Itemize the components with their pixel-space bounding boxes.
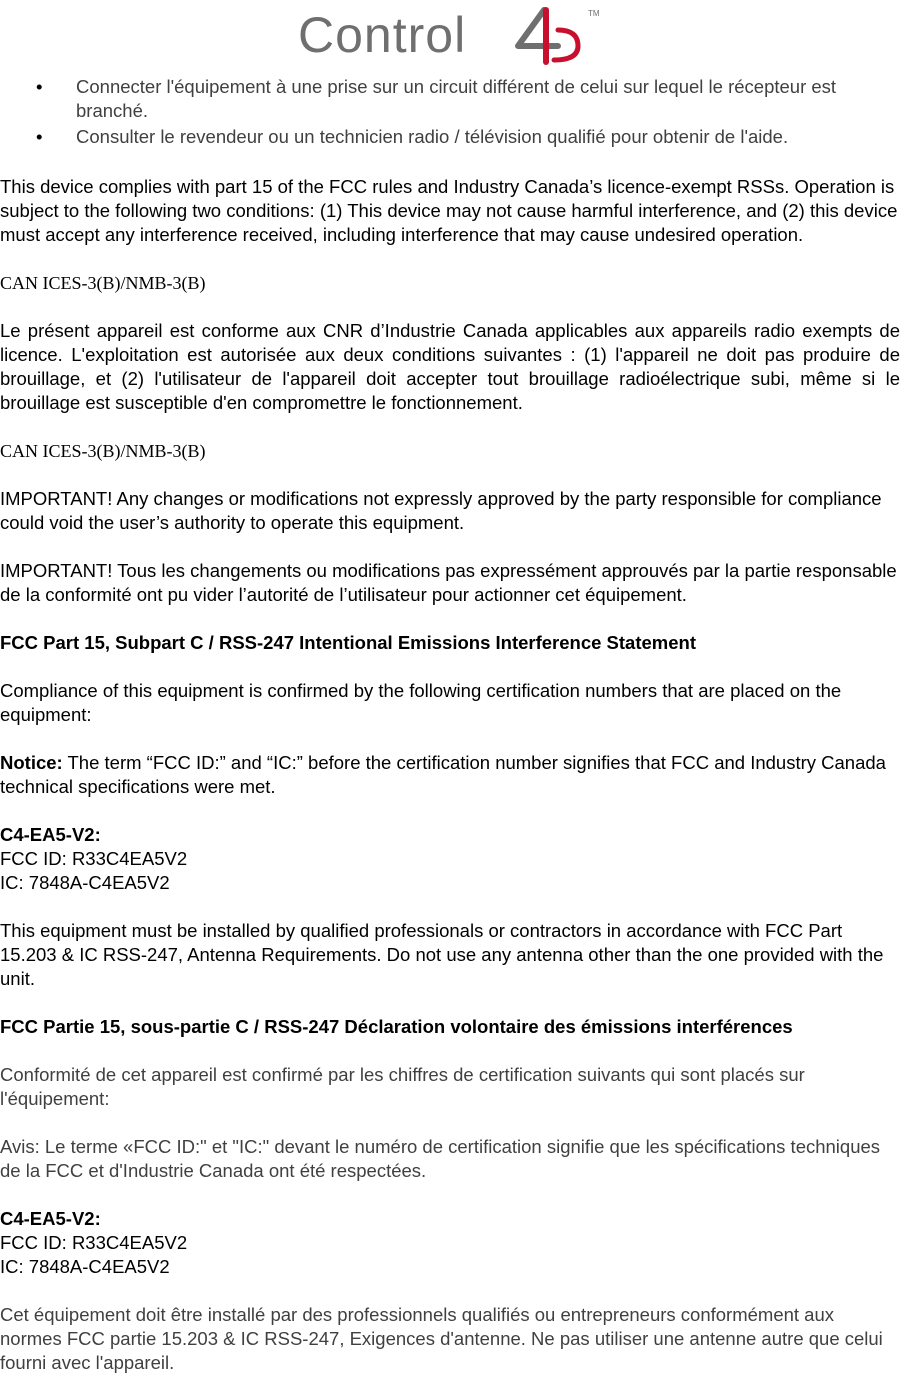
fcc-id: FCC ID: R33C4EA5V2 — [0, 848, 188, 869]
notice-label: Notice: — [0, 752, 63, 773]
model-name: C4-EA5-V2: — [0, 1208, 101, 1229]
bullet-list — [0, 75, 900, 149]
section-heading-fr: FCC Partie 15, sous-partie C / RSS-247 Déclaration volontaire des émissions interférences — [0, 1016, 793, 1037]
important-notice-fr: IMPORTANT! Tous les changements ou modifications pas expressément approuvés par la partie responsable de la conformité ont pu vider l’autorité de l’utilisateur pour actionner cet équipement. — [0, 560, 897, 605]
ic-number: IC: 7848A-C4EA5V2 — [0, 1256, 170, 1277]
bullet-glyph: • — [36, 76, 43, 97]
list-item — [0, 125, 900, 149]
fcc-compliance-en: This device complies with part 15 of the FCC rules and Industry Canada’s licence-exempt RSSs. Operation is subject to the following two conditions: (1) This device may not cause harmful interference, and (2) this device must accept any interference received, including interference that may cause undesired operation. — [0, 176, 898, 245]
header-logo-area — [0, 0, 900, 70]
control4-logo — [296, 2, 606, 66]
ic-number: IC: 7848A-C4EA5V2 — [0, 872, 170, 893]
certification-intro-fr: Conformité de cet appareil est confirmé par les chiffres de certification suivants qui sont placés sur l'équipement: — [0, 1064, 805, 1109]
important-notice-en: IMPORTANT! Any changes or modifications not expressly approved by the party responsible for compliance could void the user’s authority to operate this equipment. — [0, 488, 882, 533]
logo-four-mark — [518, 10, 578, 62]
section-heading-en: FCC Part 15, Subpart C / RSS-247 Intentional Emissions Interference Statement — [0, 632, 696, 653]
notice-text: The term “FCC ID:” and “IC:” before the certification number signifies that FCC and Industry Canada technical specifications were met. — [0, 752, 886, 797]
logo-wordmark: Control — [298, 7, 467, 63]
list-item — [0, 75, 900, 123]
model-name: C4-EA5-V2: — [0, 824, 101, 845]
antenna-requirements-en: This equipment must be installed by qualified professionals or contractors in accordance with FCC Part 15.203 & IC RSS-247, Antenna Requirements. Do not use any antenna other than the one provided with the unit. — [0, 920, 884, 989]
notice-paragraph — [0, 751, 900, 799]
fcc-id: FCC ID: R33C4EA5V2 — [0, 1232, 188, 1253]
bullet-text: Consulter le revendeur ou un technicien radio / télévision qualifié pour obtenir de l'aide. — [76, 126, 789, 147]
bullet-text: Connecter l'équipement à une prise sur un circuit différent de celui sur lequel le récepteur est branché. — [76, 76, 837, 121]
ices-label: CAN ICES-3(B)/NMB-3(B) — [0, 441, 206, 461]
avis-paragraph: Avis: Le terme «FCC ID:" et "IC:" devant le numéro de certification signifie que les spécifications techniques de la FCC et d'Industrie Canada ont été respectées. — [0, 1136, 881, 1181]
document-body — [0, 75, 900, 1375]
bullet-glyph: • — [36, 126, 43, 147]
certification-intro-en: Compliance of this equipment is confirmed by the following certification numbers that are placed on the equipment: — [0, 680, 842, 725]
logo-trademark: TM — [588, 9, 600, 18]
fcc-compliance-fr: Le présent appareil est conforme aux CNR d’Industrie Canada applicables aux appareils radio exempts de licence. L'exploitation est autorisée aux deux conditions suivantes : (1) l'appareil ne doit pas produire de brouillage, et (2) l'utilisateur de l'appareil doit accepter tout brouillage radioélectrique subi, même si le brouillage est susceptible d'en compromettre le fonctionnement. — [0, 320, 900, 413]
ices-label: CAN ICES-3(B)/NMB-3(B) — [0, 273, 206, 293]
antenna-requirements-fr: Cet équipement doit être installé par des professionnels qualifiés ou entrepreneurs conformément aux normes FCC partie 15.203 & IC RSS-247, Exigences d'antenne. Ne pas utiliser une antenne autre que celui fourni avec l'appareil. — [0, 1304, 883, 1373]
